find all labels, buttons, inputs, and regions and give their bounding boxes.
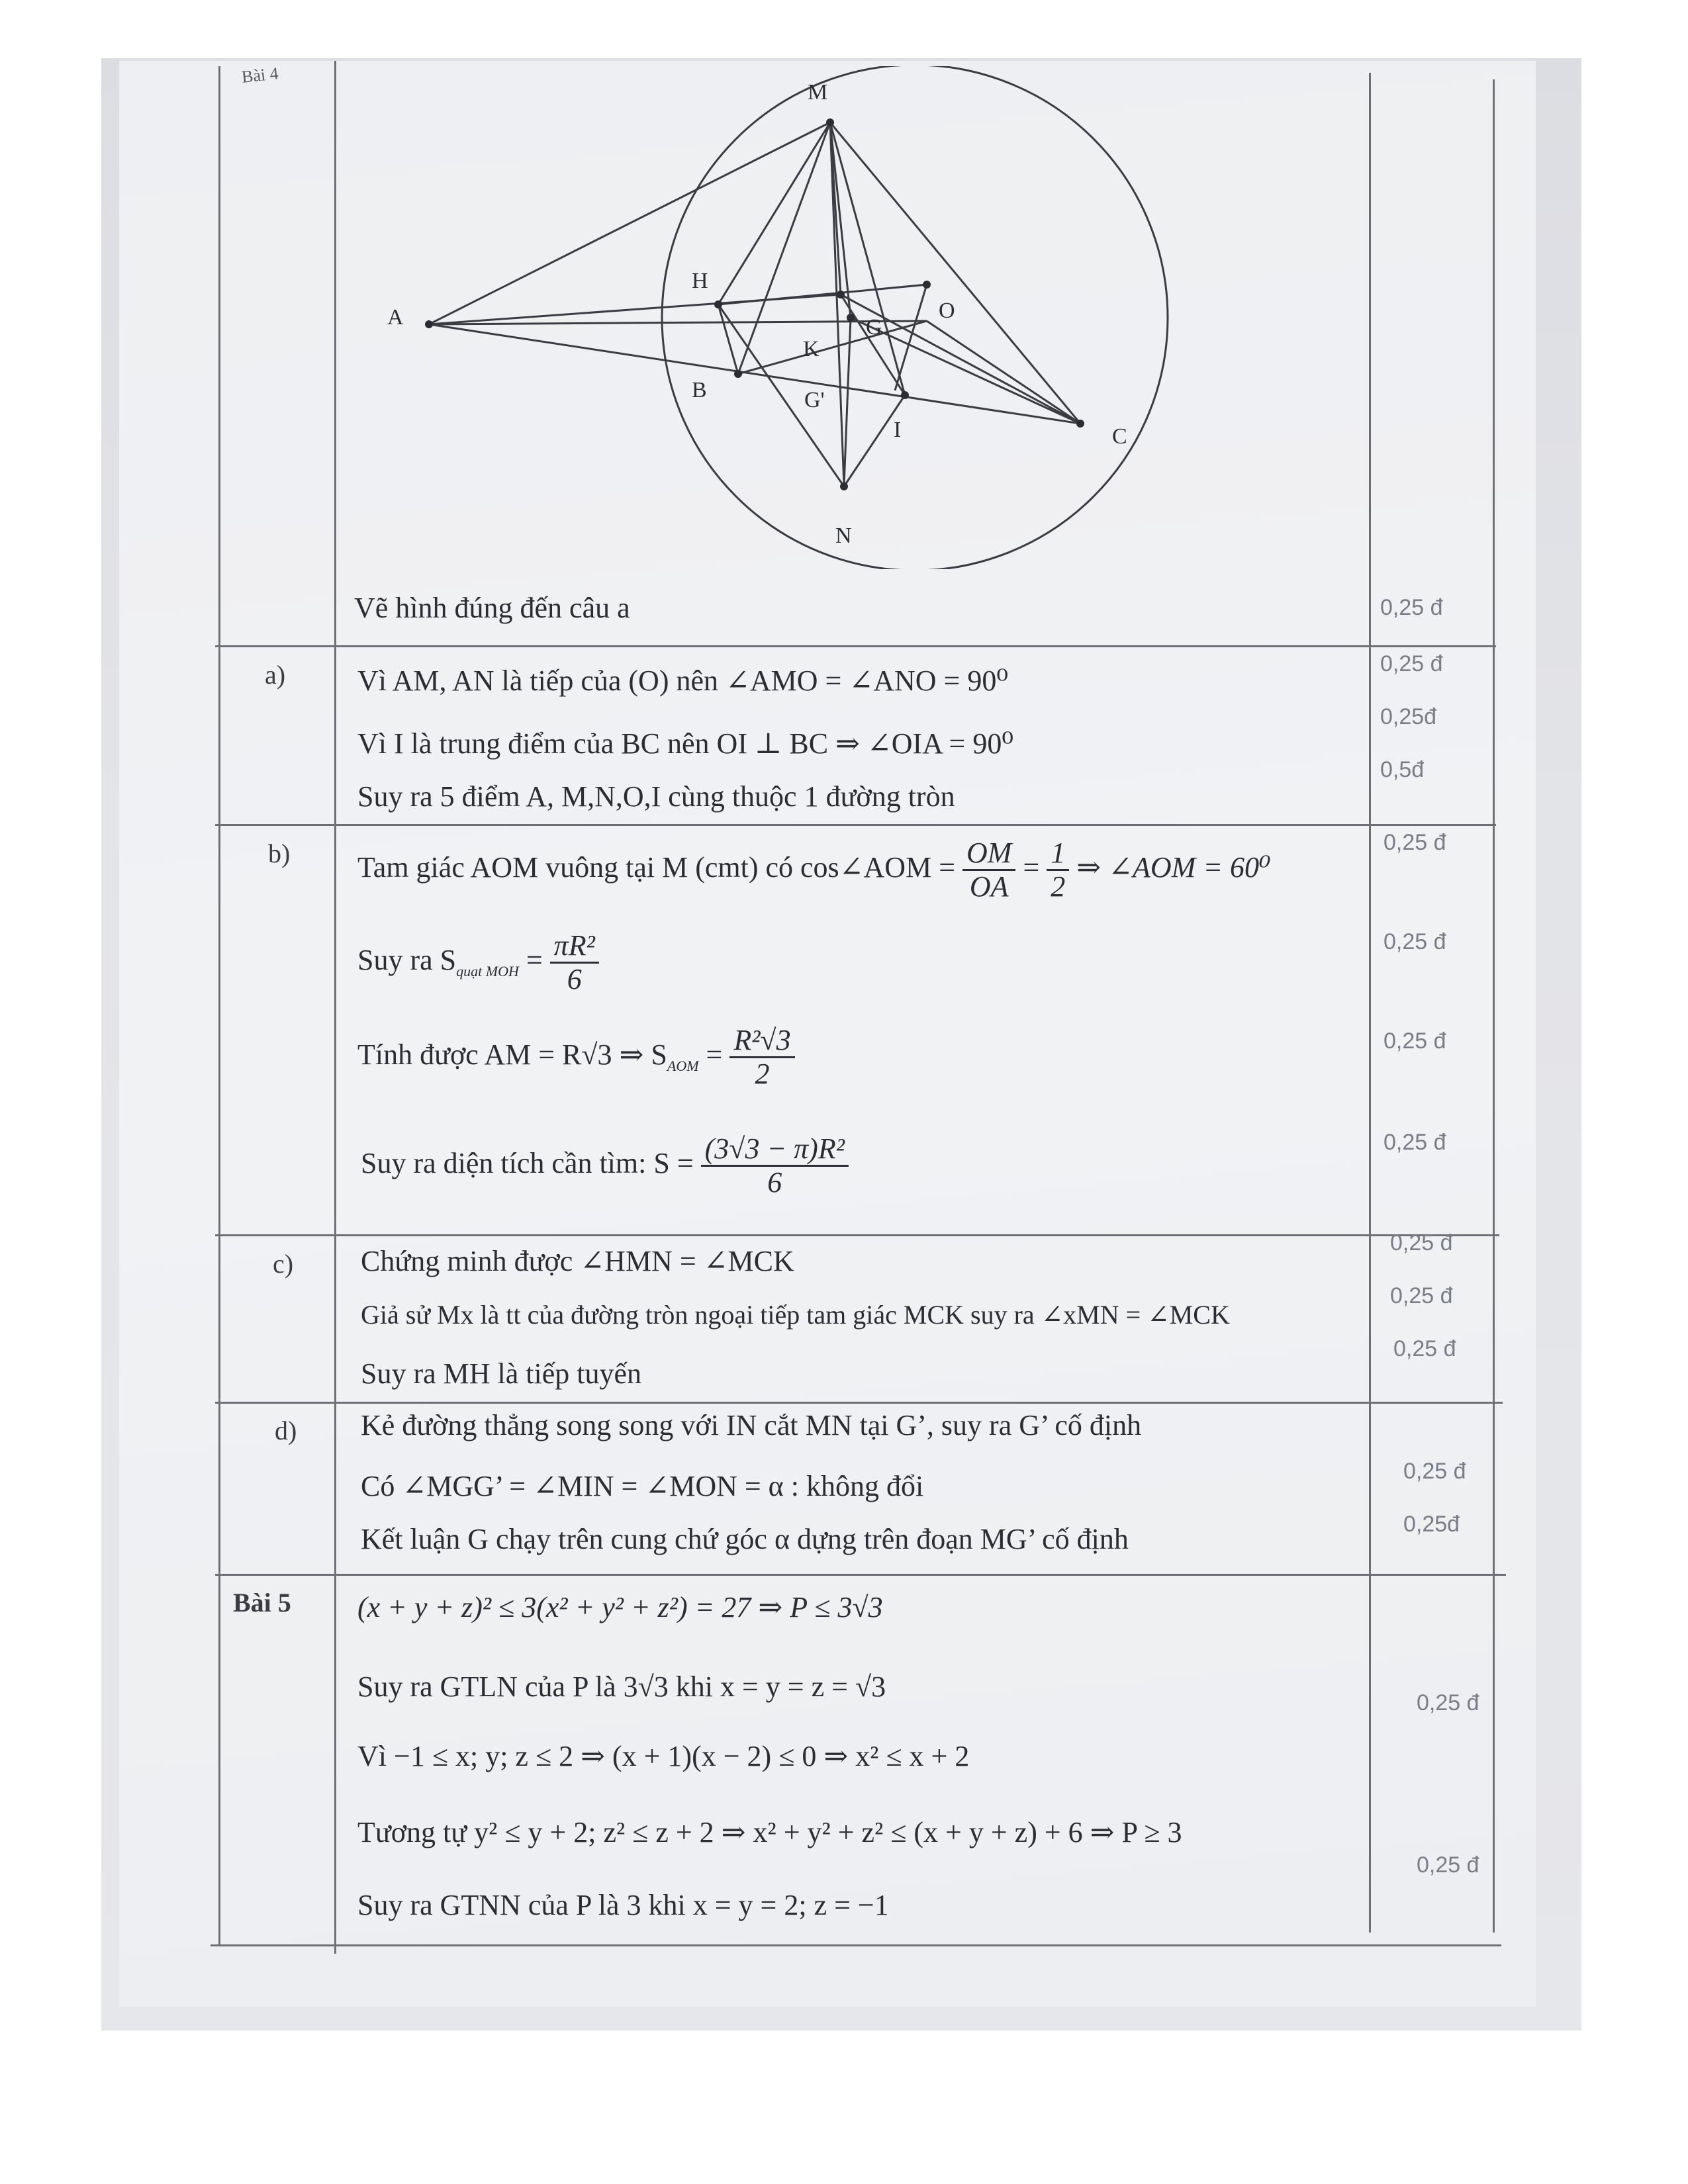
part-c-points-1: 0,25 đ — [1390, 1230, 1453, 1255]
point-b: B — [692, 378, 707, 402]
fraction-denominator: 6 — [567, 963, 582, 996]
part-b-line3 — [357, 1024, 795, 1091]
part-b-line4-pre: Suy ra diện tích cần tìm: S = — [361, 1146, 694, 1179]
point-a: A — [387, 305, 404, 330]
fraction-denominator: 6 — [767, 1166, 782, 1199]
part-c-points-3: 0,25 đ — [1393, 1336, 1456, 1361]
bai5-points-1: 0,25 đ — [1417, 1690, 1479, 1715]
row-divider-a — [215, 824, 1496, 826]
left-border — [218, 66, 220, 1946]
bai5-line1: (x + y + z)² ≤ 3(x² + y² + z²) = 27 ⇒ P ≤ 3√3 — [357, 1591, 883, 1623]
part-b-line2-sub: quạt MOH — [456, 962, 519, 979]
point-k: K — [803, 337, 820, 361]
fraction-numerator: R²√3 — [729, 1024, 794, 1058]
fraction-numerator: (3√3 − π)R² — [701, 1133, 849, 1167]
part-c-label: c) — [273, 1249, 294, 1279]
circle-o — [662, 66, 1168, 569]
part-b-fraction-area — [701, 1133, 849, 1199]
part-d-line1: Kẻ đường thẳng song song với IN cắt MN tại G’, suy ra G’ cố định — [361, 1409, 1142, 1441]
point-m: M — [808, 80, 828, 105]
bai4-label: Bài 4 — [240, 64, 279, 87]
part-d-line2: Có ∠MGG’ = ∠MIN = ∠MON = α : không đổi — [361, 1470, 924, 1502]
part-b-line1-eq: = — [1023, 850, 1040, 884]
part-a-line3: Suy ra 5 điểm A, M,N,O,I cùng thuộc 1 đường tròn — [357, 780, 955, 813]
part-b-fraction-triangle — [729, 1024, 794, 1091]
intro-text: Vẽ hình đúng đến câu a — [354, 592, 630, 624]
part-a-points-1: 0,25 đ — [1380, 651, 1443, 676]
points-column-divider — [1369, 73, 1371, 1933]
part-b-line3-sub: AOM — [667, 1057, 699, 1074]
row-divider-intro — [215, 645, 1496, 647]
point-n: N — [835, 523, 852, 548]
part-b-line3-eq: = — [706, 1038, 723, 1071]
part-b-line2-pre: Suy ra S — [357, 943, 457, 976]
part-a-line2: Vì I là trung điểm của BC nên OI ⊥ BC ⇒ ∠OIA = 90⁰ — [357, 727, 1014, 760]
bai5-line2: Suy ra GTLN của P là 3√3 khi x = y = z = √3 — [357, 1670, 886, 1703]
part-d-points-2: 0,25đ — [1403, 1512, 1460, 1537]
label-column-divider — [334, 61, 336, 1954]
part-b-fraction-half — [1047, 837, 1069, 903]
point-c: C — [1112, 424, 1127, 449]
part-b-points-2: 0,25 đ — [1383, 929, 1446, 954]
part-b-points-4: 0,25 đ — [1383, 1130, 1446, 1155]
fraction-denominator: OA — [969, 870, 1009, 903]
right-border — [1493, 79, 1495, 1933]
part-a-points-2: 0,25đ — [1380, 704, 1437, 729]
bai5-label: Bài 5 — [233, 1588, 291, 1617]
part-b-label: b) — [268, 839, 291, 868]
part-b-line1 — [357, 837, 1271, 903]
part-b-points-3: 0,25 đ — [1383, 1028, 1446, 1054]
row-divider-d — [215, 1574, 1506, 1576]
bai5-line4: Tương tự y² ≤ y + 2; z² ≤ z + 2 ⇒ x² + y² + z² ≤ (x + y + z) + 6 ⇒ P ≥ 3 — [357, 1816, 1182, 1848]
point-h: H — [692, 269, 708, 293]
part-b-points-1: 0,25 đ — [1383, 830, 1446, 855]
part-b-line3-pre: Tính được AM = R√3 ⇒ S — [357, 1038, 667, 1071]
part-b-line2 — [357, 930, 599, 996]
part-a-label: a) — [265, 660, 286, 690]
part-a-line1: Vì AM, AN là tiếp của (O) nên ∠AMO = ∠ANO = 90⁰ — [357, 664, 1008, 697]
part-c-line3: Suy ra MH là tiếp tuyến — [361, 1357, 642, 1390]
fraction-numerator: 1 — [1047, 837, 1069, 871]
fraction-numerator: πR² — [550, 930, 599, 964]
part-c-line1: Chứng minh được ∠HMN = ∠MCK — [361, 1245, 794, 1277]
part-b-line1-post: ⇒ ∠AOM = 60⁰ — [1076, 850, 1271, 884]
part-d-label: d) — [275, 1416, 297, 1445]
bai5-line3: Vì −1 ≤ x; y; z ≤ 2 ⇒ (x + 1)(x − 2) ≤ 0 ⇒ x² ≤ x + 2 — [357, 1740, 970, 1772]
row-divider-b — [215, 1234, 1499, 1236]
part-b-fraction-sector — [550, 930, 599, 996]
bai5-points-2: 0,25 đ — [1417, 1852, 1479, 1878]
part-a-points-3: 0,5đ — [1380, 757, 1425, 782]
row-divider-c — [215, 1402, 1503, 1404]
point-o: O — [939, 298, 955, 323]
fraction-denominator: 2 — [755, 1058, 770, 1091]
point-g: G — [866, 315, 882, 340]
part-b-line2-eq: = — [526, 943, 543, 976]
part-b-fraction-om-oa — [962, 837, 1015, 903]
part-d-points-1: 0,25 đ — [1403, 1459, 1466, 1484]
fraction-numerator: OM — [962, 837, 1015, 871]
part-c-line2: Giả sử Mx là tt của đường tròn ngoại tiếp tam giác MCK suy ra ∠xMN = ∠MCK — [361, 1300, 1230, 1330]
bai5-line5: Suy ra GTNN của P là 3 khi x = y = 2; z = −1 — [357, 1889, 889, 1921]
intro-points: 0,25 đ — [1380, 595, 1443, 620]
part-b-line1-pre: Tam giác AOM vuông tại M (cmt) có cos∠AOM = — [357, 850, 956, 884]
table-bottom — [211, 1944, 1501, 1946]
geometry-figure — [357, 66, 1185, 569]
part-d-line3: Kết luận G chạy trên cung chứ góc α dựng trên đoạn MG’ cố định — [361, 1523, 1129, 1555]
fraction-denominator: 2 — [1051, 870, 1066, 903]
part-c-points-2: 0,25 đ — [1390, 1283, 1453, 1308]
part-b-line4 — [361, 1133, 849, 1199]
point-i: I — [894, 418, 902, 442]
point-g-prime: G' — [804, 388, 825, 412]
